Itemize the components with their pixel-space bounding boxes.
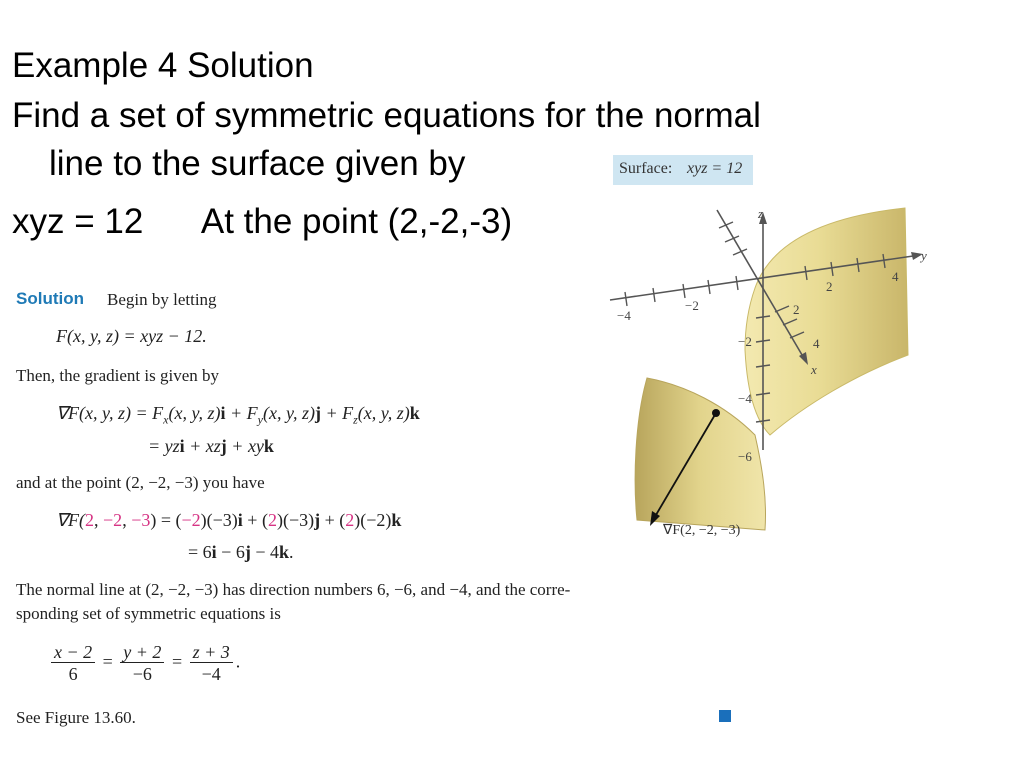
surface-figure xyxy=(605,200,925,540)
surface-label-equation: xyz = 12 xyxy=(687,160,743,177)
axis-label-z: z xyxy=(758,206,764,221)
gradient-evaluation-line1: ∇F(2, −2, −3) = (−2)(−3)i + (2)(−3)j + (2)(−2)k xyxy=(56,510,402,530)
gradient-label: ∇F(2, −2, −3) xyxy=(663,523,741,538)
gradient-formula-line1: ∇F(x, y, $z) = F_x(x$, y, $z)i + F_y(x$, y, $z)j + F_z(x$, y, z)k xyxy=(56,403,420,427)
problem-line-3 xyxy=(12,202,512,242)
surface-label-box xyxy=(613,155,753,185)
surface-label-text: Surface: xyxy=(619,160,673,177)
tick-label-y-neg4: −4 xyxy=(617,308,631,323)
fraction-y: $\frac{y + 2}{-6}$ xyxy=(120,642,164,685)
problem-line-1: Find a set of symmetric equations for the normal xyxy=(12,96,761,135)
gradient-formula-line2: = yzi + xzj + xyk xyxy=(148,436,274,456)
surface-point-marker xyxy=(712,409,720,417)
problem-line-2: line to the surface given by xyxy=(49,144,466,183)
tick-label-y-neg2: −2 xyxy=(685,298,699,313)
gradient-intro: Then, the gradient is given by xyxy=(16,366,220,385)
axis-label-x: x xyxy=(811,362,817,377)
function-definition: F(x, y, z) = xyz − 12. xyxy=(56,326,207,346)
at-point-text: and at the point (2, −2, −3) you have xyxy=(16,473,265,492)
tick-label-x-2: 2 xyxy=(793,302,800,317)
see-figure-text: See Figure 13.60. xyxy=(16,708,136,727)
tick-label-z-neg2: −2 xyxy=(738,334,752,349)
point-text: At the point (2,-2,-3) xyxy=(200,202,513,241)
normal-line-text-1: The normal line at (2, −2, −3) has direction numbers 6, −6, and −4, and the corre- xyxy=(16,580,571,599)
tick-label-z-neg6: −6 xyxy=(738,449,752,464)
tick-label-y-2: 2 xyxy=(826,279,833,294)
solution-heading: Solution xyxy=(16,289,84,308)
surface-equation: xyz = 12 xyxy=(12,202,144,241)
symmetric-equations: $\frac{x - 2}{6}$ = $\frac{y + 2}{-6}$ = $\frac{z + 3}{-4}$ . xyxy=(48,642,240,685)
tick-label-z-neg4: −4 xyxy=(738,391,752,406)
fraction-x: $\frac{x - 2}{6}$ xyxy=(51,642,95,685)
surface-sheet-upper xyxy=(745,208,908,435)
slide-title: Example 4 Solution xyxy=(12,46,314,85)
axis-label-y: y xyxy=(921,248,927,263)
end-of-proof-square xyxy=(719,710,731,722)
gradient-evaluation-line2: = 6i − 6j − 4k. xyxy=(188,542,294,562)
tick-label-x-4: 4 xyxy=(813,336,820,351)
solution-intro: Begin by letting xyxy=(107,290,217,309)
fraction-z: $\frac{z + 3}{-4}$ xyxy=(190,642,233,685)
tick-label-y-4: 4 xyxy=(892,269,899,284)
normal-line-text-2: sponding set of symmetric equations is xyxy=(16,604,281,623)
